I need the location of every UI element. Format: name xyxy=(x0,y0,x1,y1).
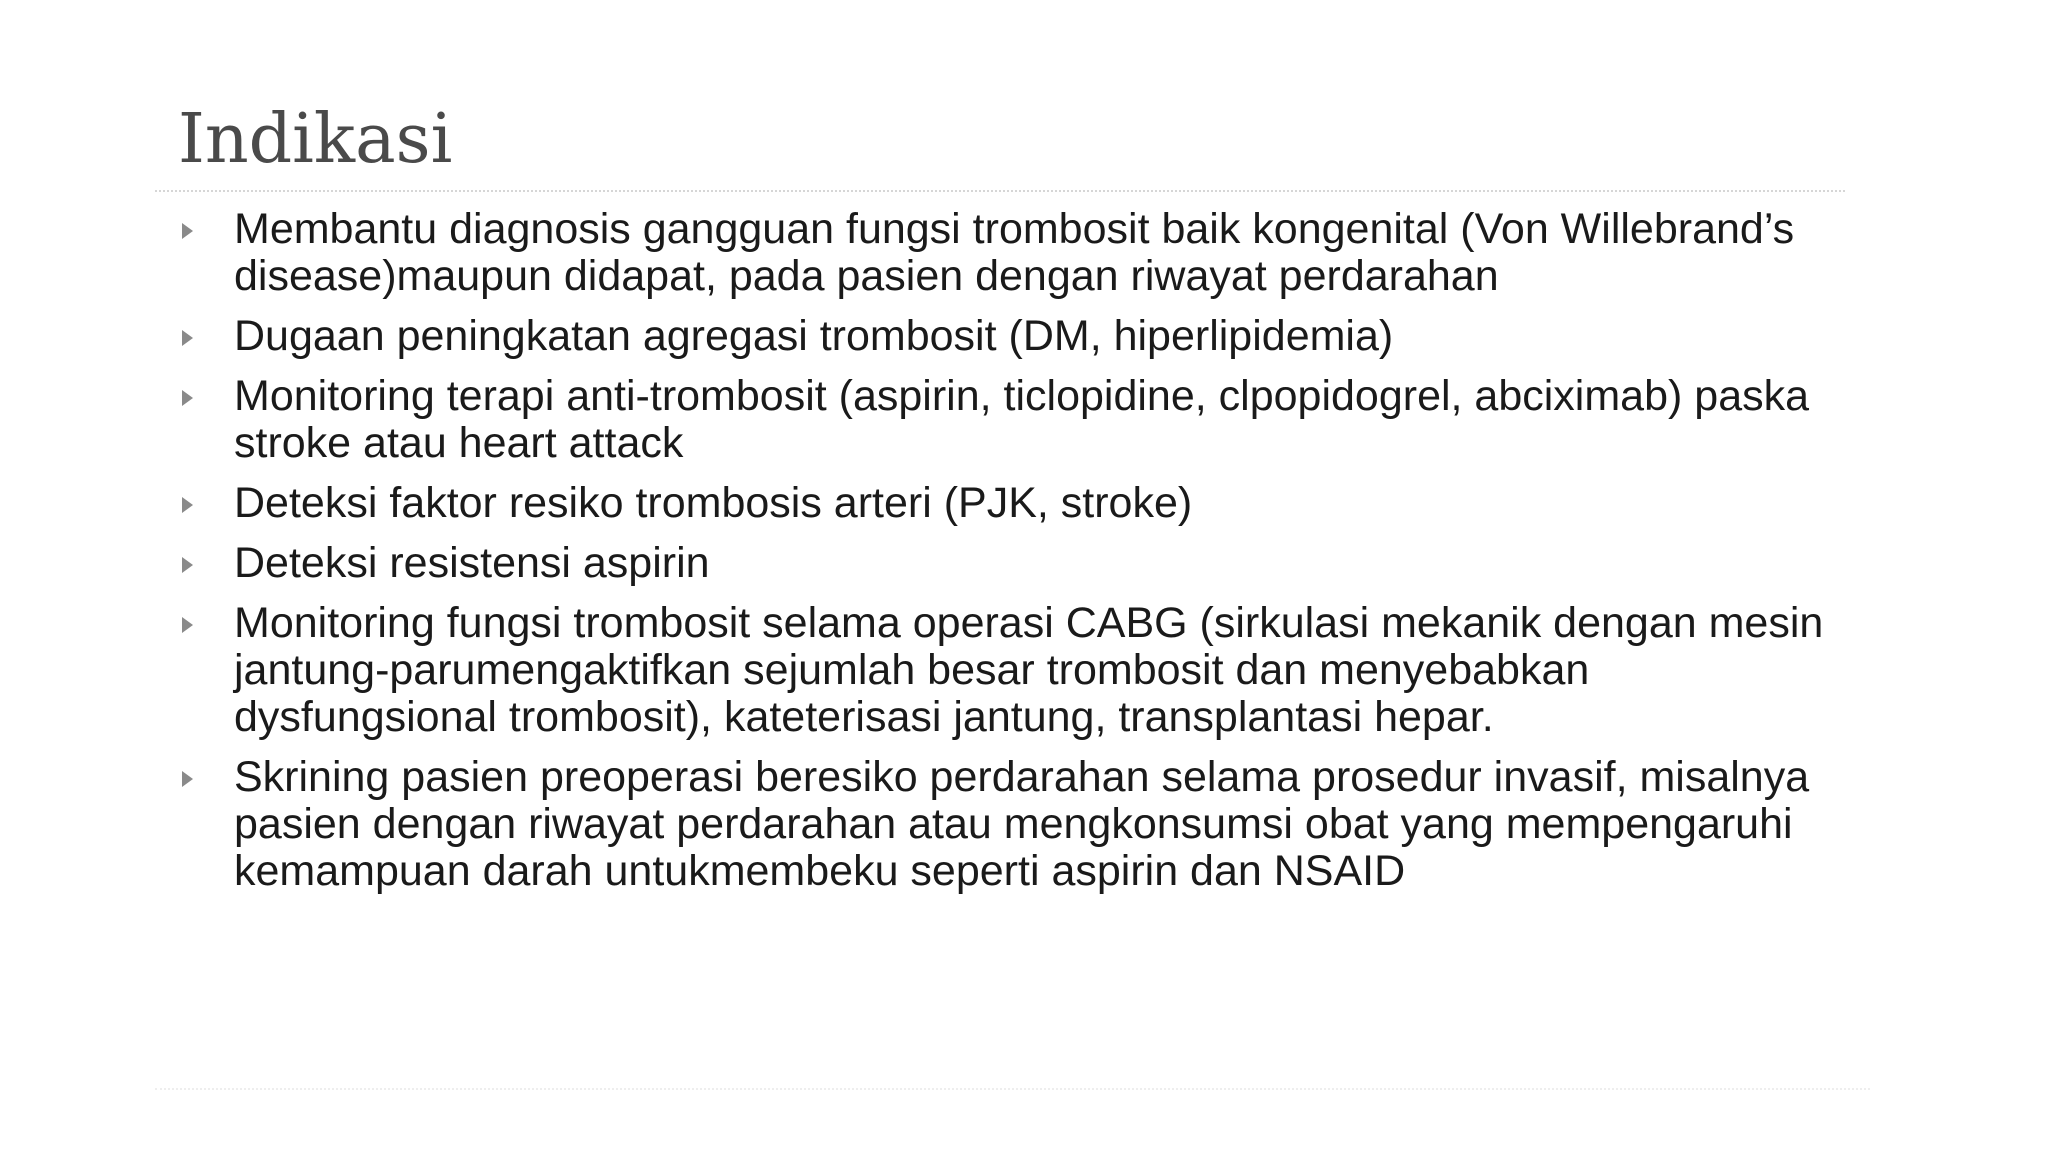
bullet-text: Monitoring fungsi trombosit selama operasi CABG (sirkulasi mekanik dengan mesin jantung-parumengaktifkan sejumlah besar trombosit dan menyebabkan dysfungsional trombosit), kateterisasi jantung, transplantasi hepar. xyxy=(234,599,1824,741)
bullet-item xyxy=(176,480,1836,527)
bullet-item xyxy=(176,313,1836,360)
bullet-text: Dugaan peningkatan agregasi trombosit (DM, hiperlipidemia) xyxy=(234,312,1394,360)
bullet-text: Monitoring terapi anti-trombosit (aspirin, ticlopidine, clpopidogrel, abciximab) paska stroke atau heart attack xyxy=(234,372,1810,467)
bullet-list xyxy=(176,206,1836,908)
bullet-text: Deteksi faktor resiko trombosis arteri (PJK, stroke) xyxy=(234,479,1193,527)
slide-title: Indikasi xyxy=(178,100,453,179)
bullet-text: Deteksi resistensi aspirin xyxy=(234,539,710,587)
title-divider xyxy=(155,190,1845,192)
bullet-item xyxy=(176,540,1836,587)
triangle-right-icon xyxy=(182,223,193,239)
bullet-item xyxy=(176,600,1836,741)
bullet-item xyxy=(176,206,1836,300)
triangle-right-icon xyxy=(182,617,193,633)
triangle-right-icon xyxy=(182,497,193,513)
triangle-right-icon xyxy=(182,330,193,346)
triangle-right-icon xyxy=(182,390,193,406)
triangle-right-icon xyxy=(182,771,193,787)
bullet-item xyxy=(176,754,1836,895)
bullet-text: Membantu diagnosis gangguan fungsi trombosit baik kongenital (Von Willebrand’s disease)maupun didapat, pada pasien dengan riwayat perdarahan xyxy=(234,205,1795,300)
triangle-right-icon xyxy=(182,557,193,573)
bullet-item xyxy=(176,373,1836,467)
bullet-text: Skrining pasien preoperasi beresiko perdarahan selama prosedur invasif, misalnya pasien dengan riwayat perdarahan atau mengkonsumsi obat yang mempengaruhi kemampuan darah untukmembeku seperti aspirin dan NSAID xyxy=(234,753,1810,895)
footer-divider xyxy=(155,1088,1870,1090)
